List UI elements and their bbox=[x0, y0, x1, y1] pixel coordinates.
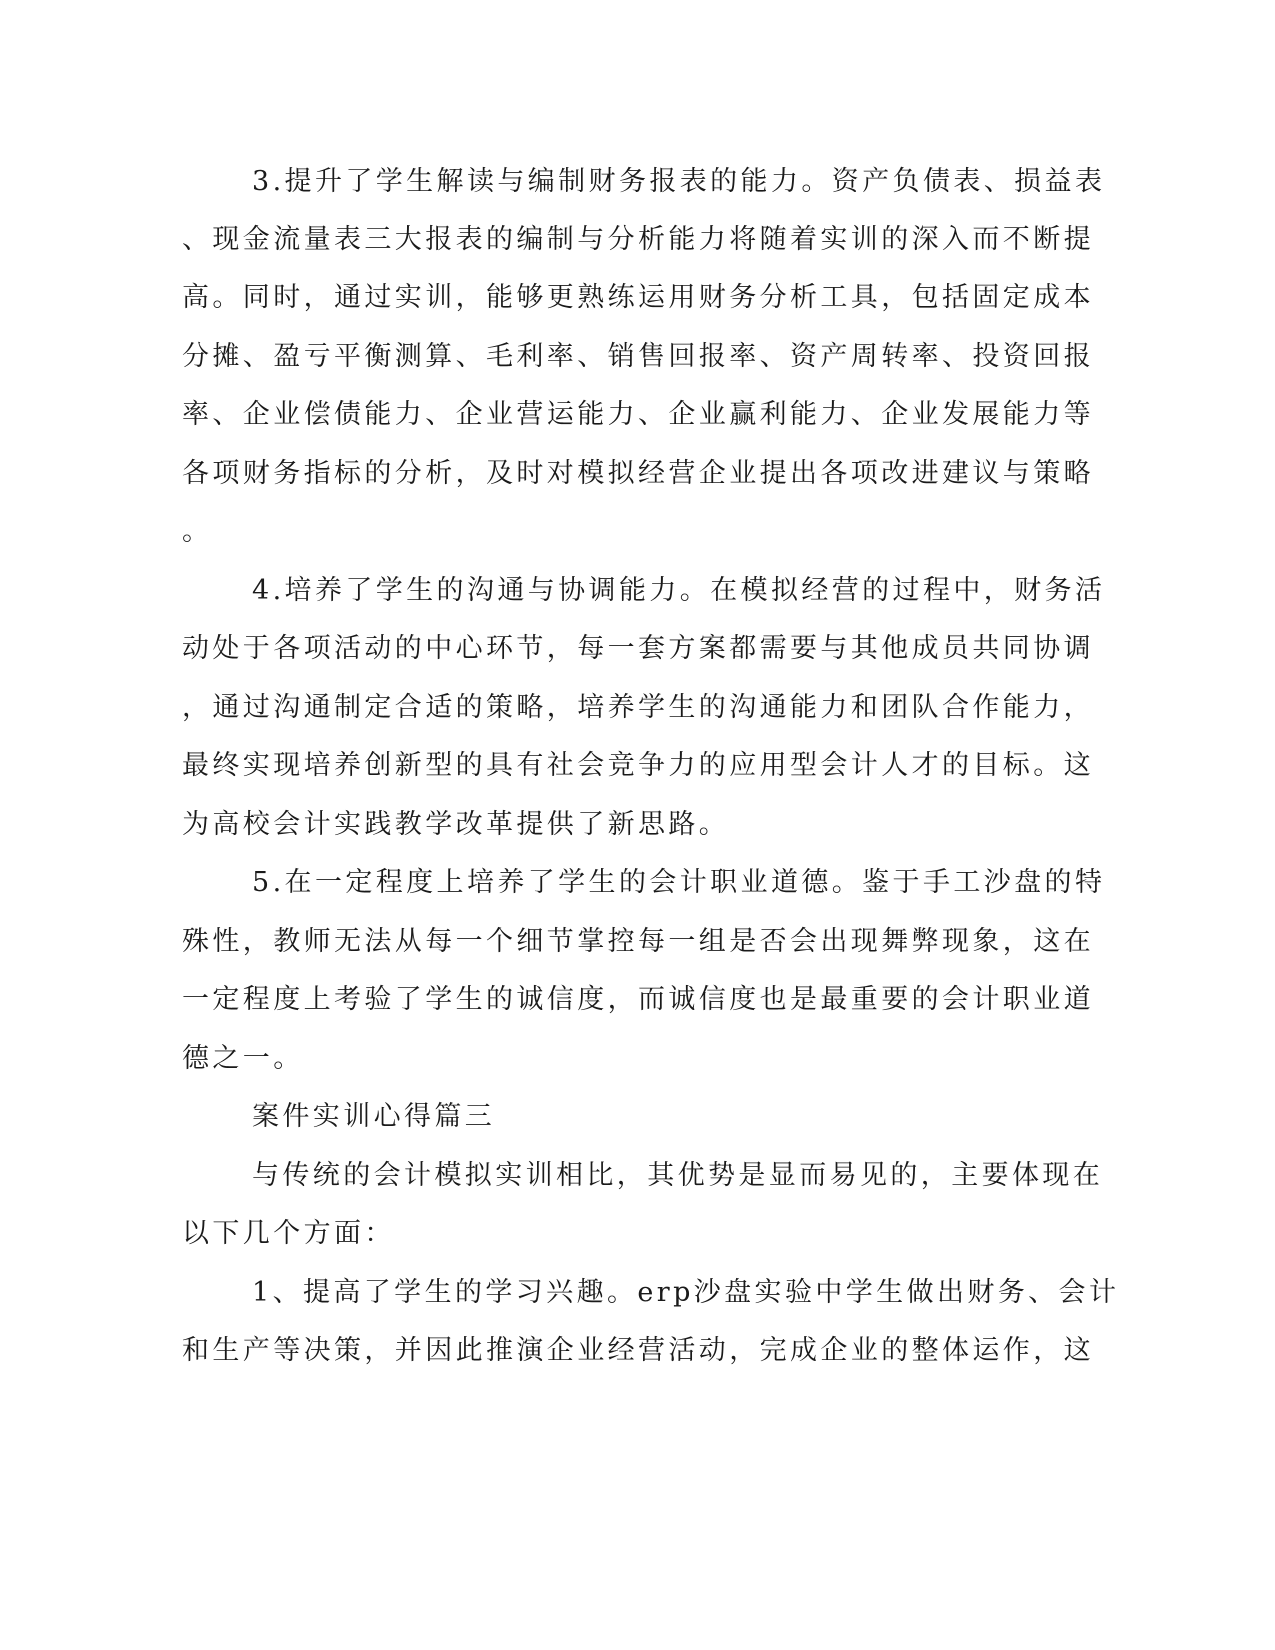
paragraph-3-line-5: 率、企业偿债能力、企业营运能力、企业赢利能力、企业发展能力等 bbox=[182, 399, 1094, 430]
section-heading: 案件实训心得篇三 bbox=[252, 1101, 496, 1132]
paragraph-5-line-3: 一定程度上考验了学生的诚信度，而诚信度也是最重要的会计职业道 bbox=[182, 984, 1094, 1015]
paragraph-3-line-6: 各项财务指标的分析，及时对模拟经营企业提出各项改进建议与策略 bbox=[182, 458, 1094, 489]
paragraph-5-line-4: 德之一。 bbox=[182, 1043, 304, 1074]
paragraph-4-line-3: ，通过沟通制定合适的策略，培养学生的沟通能力和团队合作能力， bbox=[182, 692, 1094, 723]
paragraph-3-line-1: 3.提升了学生解读与编制财务报表的能力。资产负债表、损益表 bbox=[252, 166, 1106, 197]
point-1-line-1: 1、提高了学生的学习兴趣。erp沙盘实验中学生做出财务、会计 bbox=[252, 1277, 1120, 1308]
intro-paragraph-line-1: 与传统的会计模拟实训相比，其优势是显而易见的，主要体现在 bbox=[252, 1160, 1104, 1191]
paragraph-3-line-7: 。 bbox=[182, 516, 213, 547]
paragraph-5-line-1: 5.在一定程度上培养了学生的会计职业道德。鉴于手工沙盘的特 bbox=[252, 867, 1106, 898]
paragraph-4-line-4: 最终实现培养创新型的具有社会竞争力的应用型会计人才的目标。这 bbox=[182, 750, 1094, 781]
paragraph-5-line-2: 殊性，教师无法从每一个细节掌控每一组是否会出现舞弊现象，这在 bbox=[182, 926, 1094, 957]
paragraph-3-line-4: 分摊、盈亏平衡测算、毛利率、销售回报率、资产周转率、投资回报 bbox=[182, 341, 1094, 372]
paragraph-4-line-1: 4.培养了学生的沟通与协调能力。在模拟经营的过程中，财务活 bbox=[252, 575, 1106, 606]
paragraph-3-line-2: 、现金流量表三大报表的编制与分析能力将随着实训的深入而不断提 bbox=[182, 224, 1094, 255]
point-1-line-2: 和生产等决策，并因此推演企业经营活动，完成企业的整体运作，这 bbox=[182, 1335, 1094, 1366]
intro-paragraph-line-2: 以下几个方面： bbox=[182, 1218, 395, 1249]
paragraph-4-line-5: 为高校会计实践教学改革提供了新思路。 bbox=[182, 809, 730, 840]
paragraph-4-line-2: 动处于各项活动的中心环节，每一套方案都需要与其他成员共同协调 bbox=[182, 633, 1094, 664]
paragraph-3-line-3: 高。同时，通过实训，能够更熟练运用财务分析工具，包括固定成本 bbox=[182, 282, 1094, 313]
